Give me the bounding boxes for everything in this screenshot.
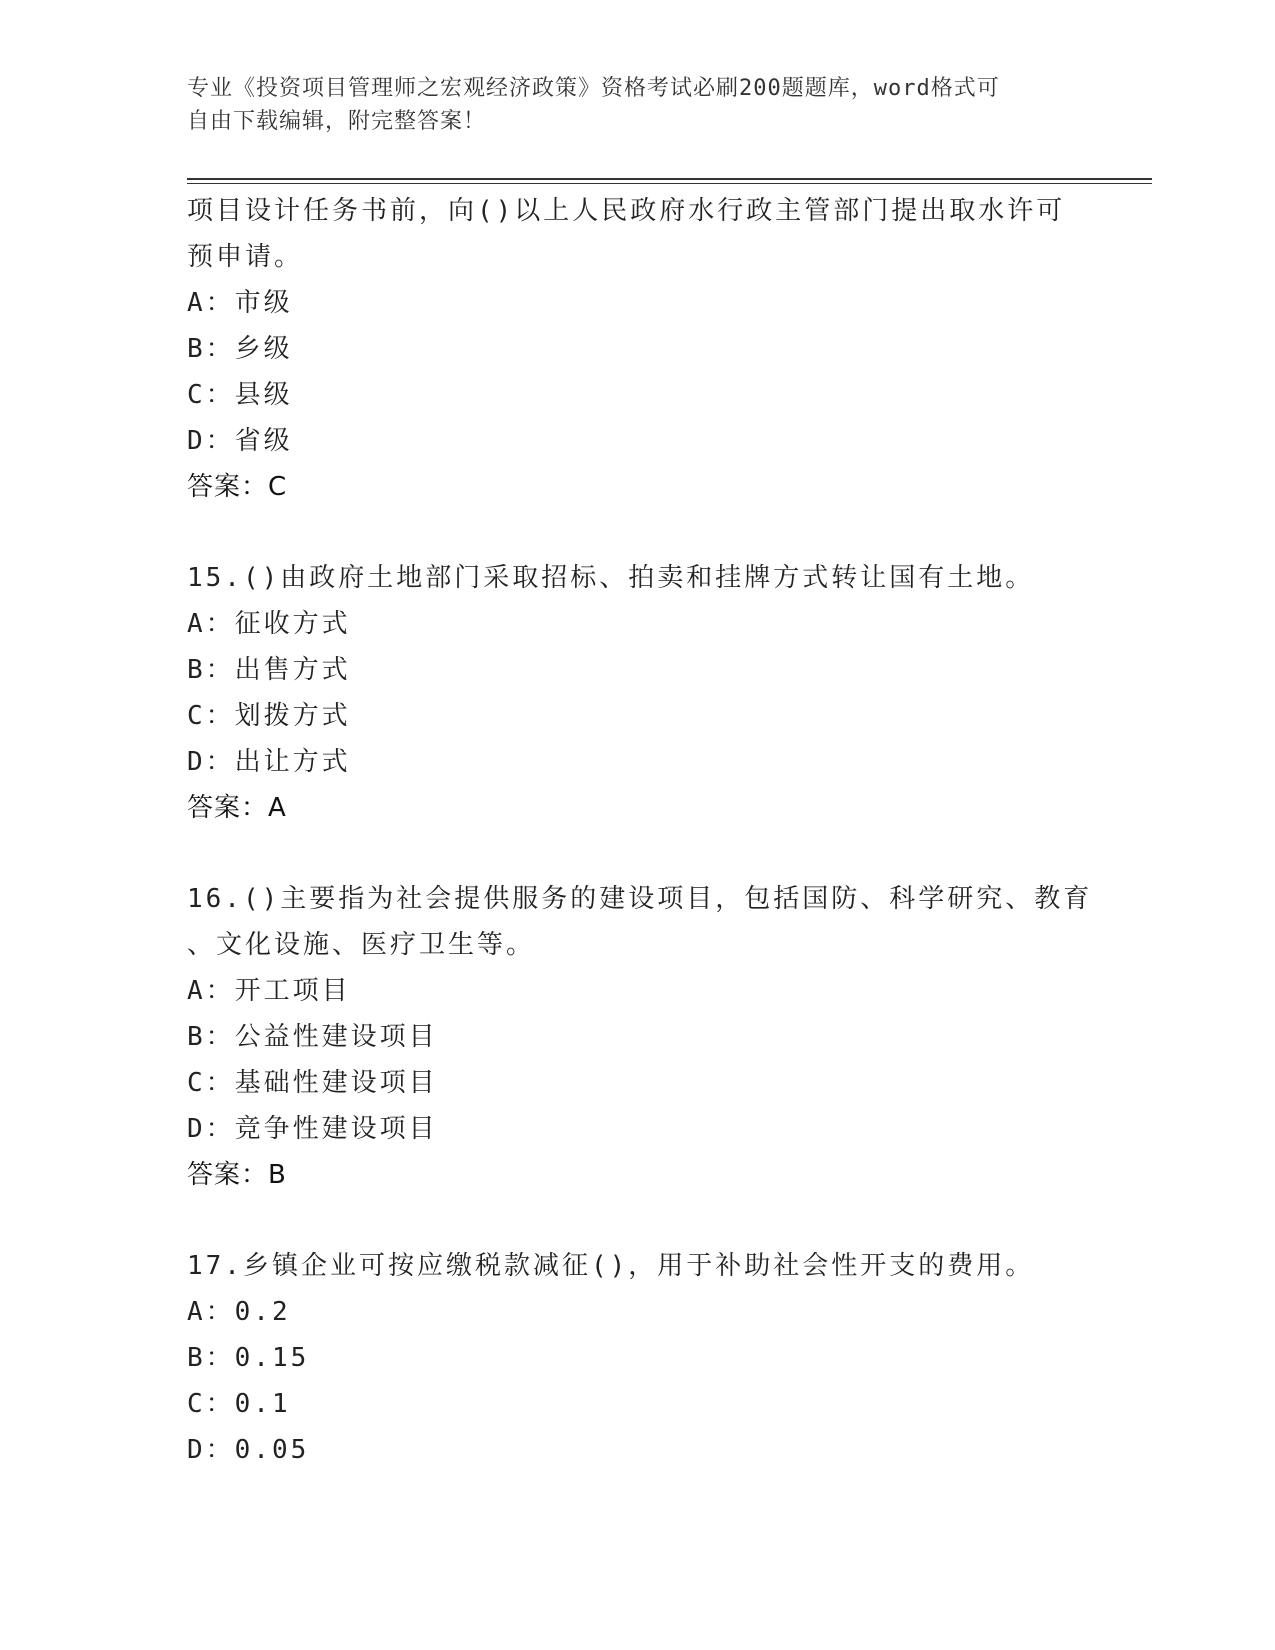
option-b: B：乡级 [187,334,293,364]
answer-line: 答案：C [187,472,288,502]
option-a: A：征收方式 [187,609,351,639]
question-text-line: 17.乡镇企业可按应缴税款减征()，用于补助社会性开支的费用。 [187,1251,1035,1281]
spacer [187,510,1087,555]
spacer [187,831,1087,876]
option-c: C：县级 [187,380,293,410]
question-block [187,555,1087,831]
document-header [187,72,1087,138]
header-divider-thick [187,178,1152,180]
question-text-line: 16.()主要指为社会提供服务的建设项目，包括国防、科学研究、教育 [187,884,1093,914]
question-text-line: 预申请。 [187,242,304,272]
header-line-2: 自由下载编辑，附完整答案！ [187,109,487,134]
option-d: D：省级 [187,426,293,456]
question-list [187,188,1093,1473]
option-d: D：出让方式 [187,747,351,777]
answer-line: 答案：B [187,1160,287,1190]
question-text-line: 、文化设施、医疗卫生等。 [187,930,536,960]
answer-line: 答案：A [187,793,287,823]
question-block [187,1243,1087,1473]
question-block [187,876,1093,1198]
header-divider-thin [187,183,1152,184]
option-c: C：基础性建设项目 [187,1068,438,1098]
question-block [187,188,1087,510]
header-line-1: 专业《投资项目管理师之宏观经济政策》资格考试必刷200题题库，word格式可 [187,76,1000,101]
option-c: C：0.1 [187,1389,291,1419]
option-a: A：市级 [187,288,293,318]
option-a: A：开工项目 [187,976,351,1006]
spacer [187,1198,1087,1243]
option-b: B：0.15 [187,1343,310,1373]
question-text-line: 项目设计任务书前，向()以上人民政府水行政主管部门提出取水许可 [187,196,1066,226]
option-b: B：出售方式 [187,655,351,685]
option-d: D：竞争性建设项目 [187,1114,438,1144]
option-b: B：公益性建设项目 [187,1022,438,1052]
option-c: C：划拨方式 [187,701,351,731]
option-d: D：0.05 [187,1435,310,1465]
question-text-line: 15.()由政府土地部门采取招标、拍卖和挂牌方式转让国有土地。 [187,563,1035,593]
option-a: A：0.2 [187,1297,291,1327]
